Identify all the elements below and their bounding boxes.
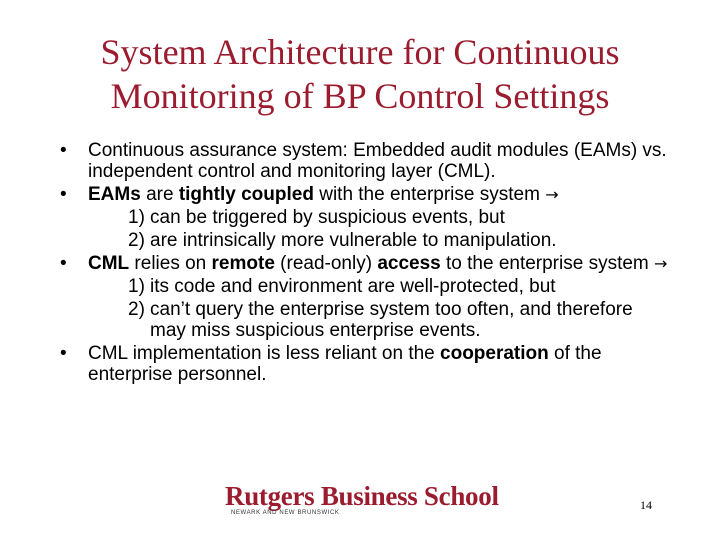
sub-item <box>88 276 670 297</box>
sub-item <box>88 207 670 228</box>
bullet-item <box>60 140 670 182</box>
bullet-text: of the enterprise personnel. <box>88 343 602 385</box>
bullet-emphasis: access <box>377 253 441 274</box>
right-arrow-icon: → <box>654 254 668 273</box>
sub-item-text: are intrinsically more vulnerable to manipulation. <box>150 230 557 251</box>
sub-item-text: can be triggered by suspicious events, but <box>150 207 505 228</box>
bullet-term-eams: EAMs <box>88 184 141 205</box>
bullet-text: relies on <box>129 253 212 274</box>
logo-subtitle: NEWARK AND NEW BRUNSWICK <box>231 510 340 516</box>
logo-wordmark: Rutgers Business School <box>225 481 499 511</box>
bullet-text: Continuous assurance system: Embedded audit modules (EAMs) vs. independent control and monitoring layer (CML). <box>88 140 667 182</box>
bullet-text: with the enterprise system <box>313 184 546 205</box>
bullet-term-cml: CML <box>88 253 130 274</box>
bullet-list <box>60 140 670 387</box>
bullet-emphasis: remote <box>211 253 275 274</box>
bullet-item <box>60 184 670 251</box>
bullet-item <box>60 253 670 341</box>
slide-title-line-2: Monitoring of BP Control Settings <box>110 76 610 116</box>
sub-item-number: 2) <box>128 230 145 251</box>
bullet-emphasis: cooperation <box>440 343 549 364</box>
bullet-dot-icon: • <box>60 253 67 274</box>
right-arrow-icon: → <box>545 185 559 204</box>
sub-item-text: can’t query the enterprise system too often, and therefore may miss suspicious enterprise events. <box>150 299 633 341</box>
sub-item-number: 1) <box>128 207 145 228</box>
bullet-item <box>60 343 670 385</box>
bullet-text: to the enterprise system <box>440 253 655 274</box>
bullet-dot-icon: • <box>60 140 67 161</box>
sub-item-number: 1) <box>128 276 145 297</box>
rutgers-logo <box>225 482 500 516</box>
sub-item <box>88 299 670 341</box>
bullet-text: (read-only) <box>274 253 378 274</box>
bullet-dot-icon: • <box>60 343 67 364</box>
bullet-dot-icon: • <box>60 184 67 205</box>
page-number: 14 <box>640 498 652 512</box>
sub-item-number: 2) <box>128 299 145 320</box>
sub-item-text: its code and environment are well-protected, but <box>150 276 556 297</box>
bullet-text: are <box>140 184 179 205</box>
bullet-emphasis: tightly coupled <box>178 184 314 205</box>
bullet-text: CML implementation is less reliant on the <box>88 343 441 364</box>
sub-item <box>88 230 670 251</box>
slide-title-line-1: System Architecture for Continuous <box>100 32 620 72</box>
slide-title <box>40 30 680 118</box>
